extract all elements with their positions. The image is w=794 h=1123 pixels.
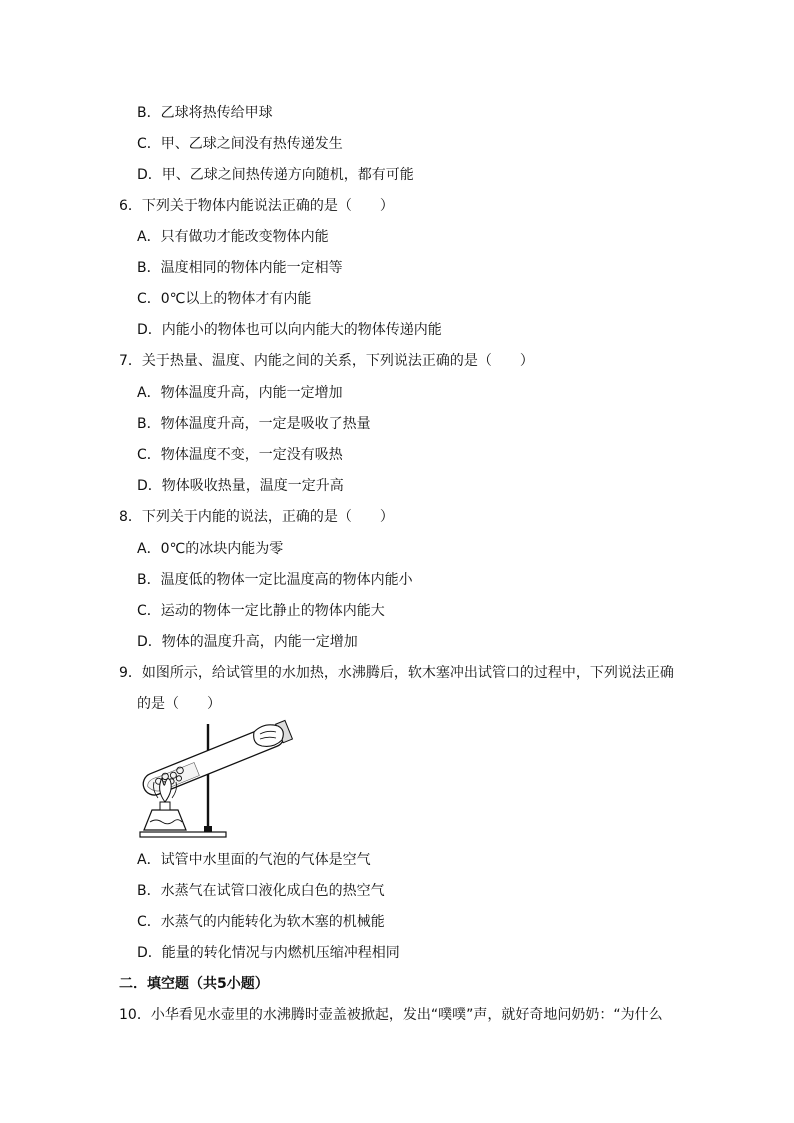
- question-10: 10．小华看见水壶里的水沸腾时壶盖被掀起，发出“噗噗”声，就好奇地问奶奶：“为什么: [119, 1007, 663, 1023]
- question-9-continued: 的是（ ）: [137, 696, 221, 712]
- q7-option-b: B．物体温度升高，一定是吸收了热量: [137, 416, 371, 432]
- question-7: 7．关于热量、温度、内能之间的关系，下列说法正确的是（ ）: [119, 353, 534, 369]
- q6-option-a: A．只有做功才能改变物体内能: [137, 229, 329, 245]
- q5-option-c: C．甲、乙球之间没有热传递发生: [137, 136, 343, 152]
- q8-option-b: B．温度低的物体一定比温度高的物体内能小: [137, 572, 413, 588]
- q8-option-c: C．运动的物体一定比静止的物体内能大: [137, 603, 385, 619]
- q5-option-b: B．乙球将热传给甲球: [137, 105, 273, 121]
- q9-option-b: B．水蒸气在试管口液化成白色的热空气: [137, 883, 385, 899]
- test-tube-heating-figure: [136, 718, 296, 846]
- q8-option-d: D．物体的温度升高，内能一定增加: [137, 634, 358, 650]
- q7-option-c: C．物体温度不变，一定没有吸热: [137, 447, 343, 463]
- q9-option-a: A．试管中水里面的气泡的气体是空气: [137, 852, 371, 868]
- q6-option-d: D．内能小的物体也可以向内能大的物体传递内能: [137, 322, 442, 338]
- question-8: 8．下列关于内能的说法，正确的是（ ）: [119, 509, 394, 525]
- q9-option-c: C．水蒸气的内能转化为软木塞的机械能: [137, 914, 385, 930]
- q9-option-d: D．能量的转化情况与内燃机压缩冲程相同: [137, 945, 400, 961]
- section-heading-fill-in: 二．填空题（共5小题）: [119, 976, 269, 992]
- q8-option-a: A．0℃的冰块内能为零: [137, 541, 284, 557]
- question-9: 9．如图所示，给试管里的水加热，水沸腾后，软木塞冲出试管口的过程中，下列说法正确: [119, 665, 674, 681]
- question-6: 6．下列关于物体内能说法正确的是（ ）: [119, 198, 394, 214]
- q7-option-a: A．物体温度升高，内能一定增加: [137, 385, 343, 401]
- q5-option-d: D．甲、乙球之间热传递方向随机，都有可能: [137, 167, 414, 183]
- q6-option-b: B．温度相同的物体内能一定相等: [137, 260, 343, 276]
- q6-option-c: C．0℃以上的物体才有内能: [137, 291, 312, 307]
- q7-option-d: D．物体吸收热量，温度一定升高: [137, 478, 344, 494]
